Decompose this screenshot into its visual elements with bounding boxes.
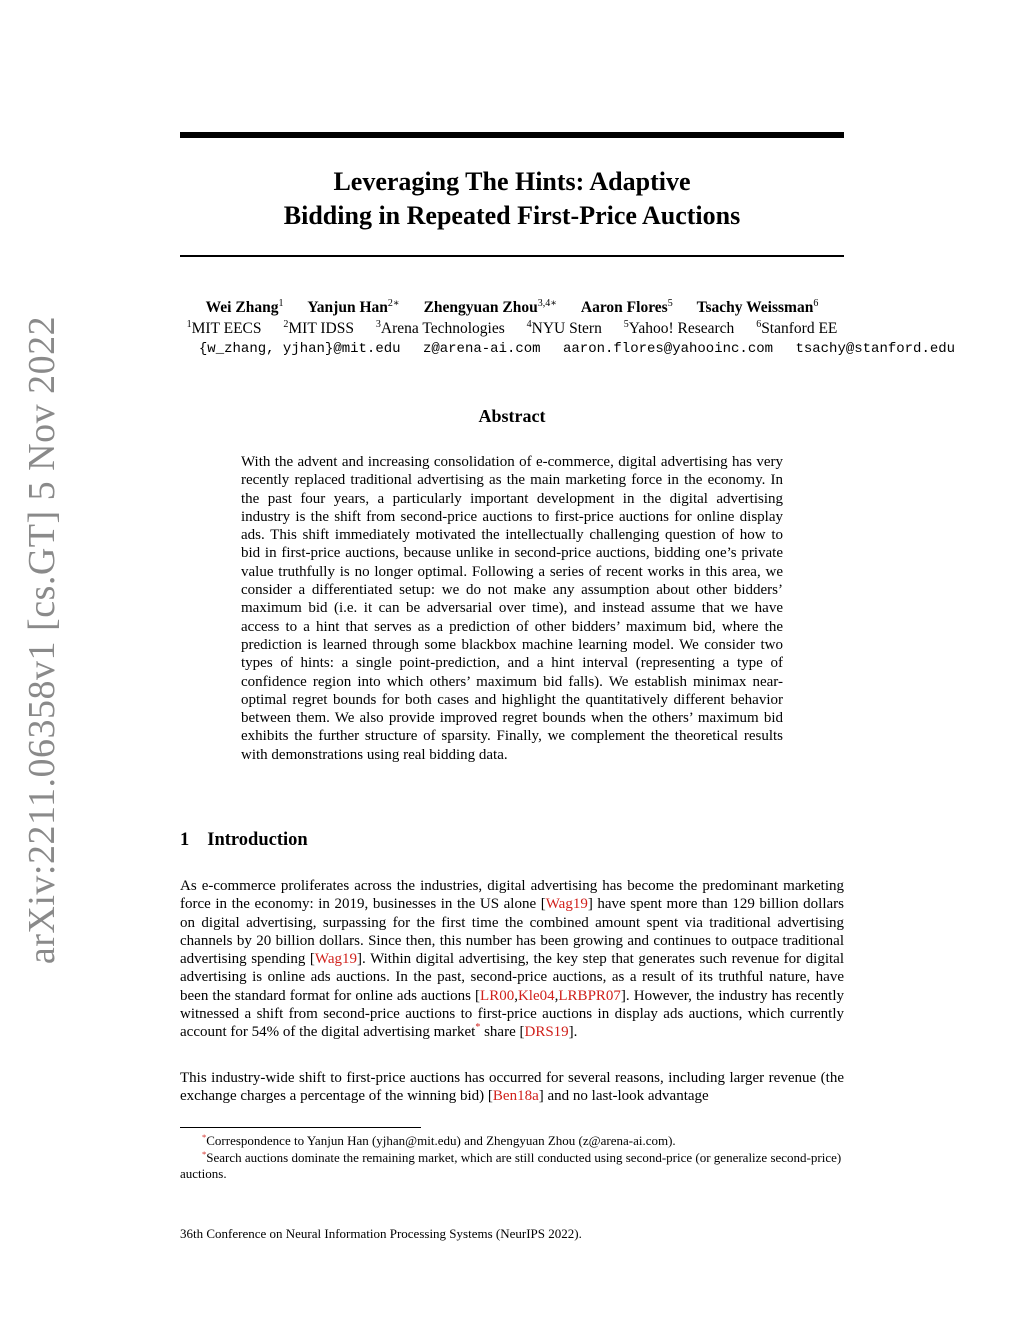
intro-paragraph-1: As e-commerce proliferates across the industries, digital advertising has become the predominant marketing force in the economy: in 2019, businesses in the US alone [Wag19] have spent more than 129 billion dollars on digital advertising, surpassing for the first time the combined amount spent via traditional advertising channels by 20 billion dollars. Since then, this number has been growing and continues to outpace traditional advertising spending [Wag19]. Within digital advertising, the key step that generates such revenue for digital advertising is online ads auctions. In the past, second-price auctions, as a result of its truthful nature, have been the standard format for online ads auctions [LR00,Kle04,LRBPR07]. However, the industry has recently witnessed a shift from second-price auctions to first-price auctions in display ads auctions, which currently account for 54% of the digital advertising market* share [DRS19]. — [180, 878, 845, 1041]
footnote-divider — [180, 1127, 421, 1128]
author: Zhengyuan Zhou$^{3,4∗}$ — [423, 298, 558, 316]
citation-link[interactable]: LRBPR07 — [558, 987, 621, 1004]
author: Wei Zhang$^1$ — [205, 298, 284, 316]
conference-note: 36th Conference on Neural Information Processing Systems (NeurIPS 2022). — [180, 1226, 582, 1241]
author-list — [140, 298, 884, 318]
affiliation: $^5$Yahoo! Research — [623, 319, 735, 337]
author: Aaron Flores$^5$ — [580, 298, 673, 316]
citation-link[interactable]: DRS19 — [524, 1024, 569, 1041]
section-number: 1 — [180, 830, 190, 850]
title-bottom-rule — [180, 255, 844, 257]
footnote: *Search auctions dominate the remaining market, which are still conducted using second-price (or generalize second-price) auctions. — [180, 1148, 842, 1181]
email[interactable]: {w_zhang, yjhan}@mit.edu — [198, 341, 401, 357]
author: Tsachy Weissman$^6$ — [696, 298, 819, 316]
email[interactable]: tsachy@stanford.edu — [795, 341, 956, 357]
title-top-rule — [180, 132, 844, 138]
paper-title — [180, 165, 844, 233]
email[interactable]: z@arena-ai.com — [422, 341, 541, 357]
arxiv-stamp-text: arXiv:2211.06358v1 [cs.GT] 5 Nov 2022 — [21, 315, 63, 965]
email[interactable]: aaron.flores@yahooinc.com — [562, 341, 774, 357]
citation-link[interactable]: Kle04 — [517, 987, 555, 1004]
affiliation: $^4$NYU Stern — [526, 319, 602, 337]
citation-link[interactable]: Ben18a — [492, 1088, 539, 1105]
affiliation: $^2$MIT IDSS — [283, 319, 354, 337]
abstract-heading: Abstract — [478, 406, 546, 426]
email-list — [150, 339, 1004, 359]
footnote-mark[interactable]: * — [475, 1022, 481, 1034]
affiliation-list — [120, 319, 904, 339]
abstract-text: With the advent and increasing consolidation of e-commerce, digital advertising has very recently replaced traditional advertising as the main marketing force in the economy. In the past four years, a particularly important development in the digital advertising industry is the shift from second-price auctions to first-price auctions for online display ads. This shift immediately motivated the intellectually challenging question of how to bid in first-price auctions, because unlike in second-price auctions, bidding one’s private value truthfully is no longer optimal. Following a series of recent works in this area, we consider a differentiated setup: we do not make any assumption about other bidders’ maximum bid (i.e. it can be adversarial over time), and instead assume that we have access to a hint that serves as a prediction of other bidders’ maximum bid, where the prediction is learned through some blackbox machine learning model. We consider two types of hints: a single point-prediction, and a hint interval (representing a type of confidence region into which others’ maximum bid falls). We establish minimax near-optimal regret bounds for both cases and highlight the quantitatively different behavior between them. We also provide improved regret bounds when the others’ maximum bid exhibits the further structure of sparsity. Finally, we complement the theoretical results with demonstrations using real bidding data. — [241, 454, 783, 763]
citation-link[interactable]: LR00 — [480, 987, 515, 1004]
section-heading-introduction — [180, 828, 308, 852]
affiliation: $^3$Arena Technologies — [375, 319, 505, 337]
citation-link[interactable]: Wag19 — [545, 896, 588, 913]
title-line-2: Bidding in Repeated First-Price Auctions — [283, 201, 741, 230]
author: Yanjun Han$^{2∗}$ — [307, 298, 400, 316]
intro-paragraph-2: This industry-wide shift to first-price auctions has occurred for several reasons, including larger revenue (the exchange charges a percentage of the winning bid) [Ben18a] and no last-look advantage — [180, 1070, 844, 1105]
section-title: Introduction — [207, 830, 308, 850]
affiliation: $^1$MIT EECS — [186, 319, 262, 337]
affiliation: $^6$Stanford EE — [756, 319, 838, 337]
footnotes — [180, 1133, 844, 1183]
footnote: *Correspondence to Yanjun Han (yjhan@mit.edu) and Zhengyuan Zhou (z@arena-ai.com). — [202, 1132, 676, 1148]
citation-link[interactable]: Wag19 — [314, 951, 358, 968]
title-line-1: Leveraging The Hints: Adaptive — [333, 167, 691, 196]
